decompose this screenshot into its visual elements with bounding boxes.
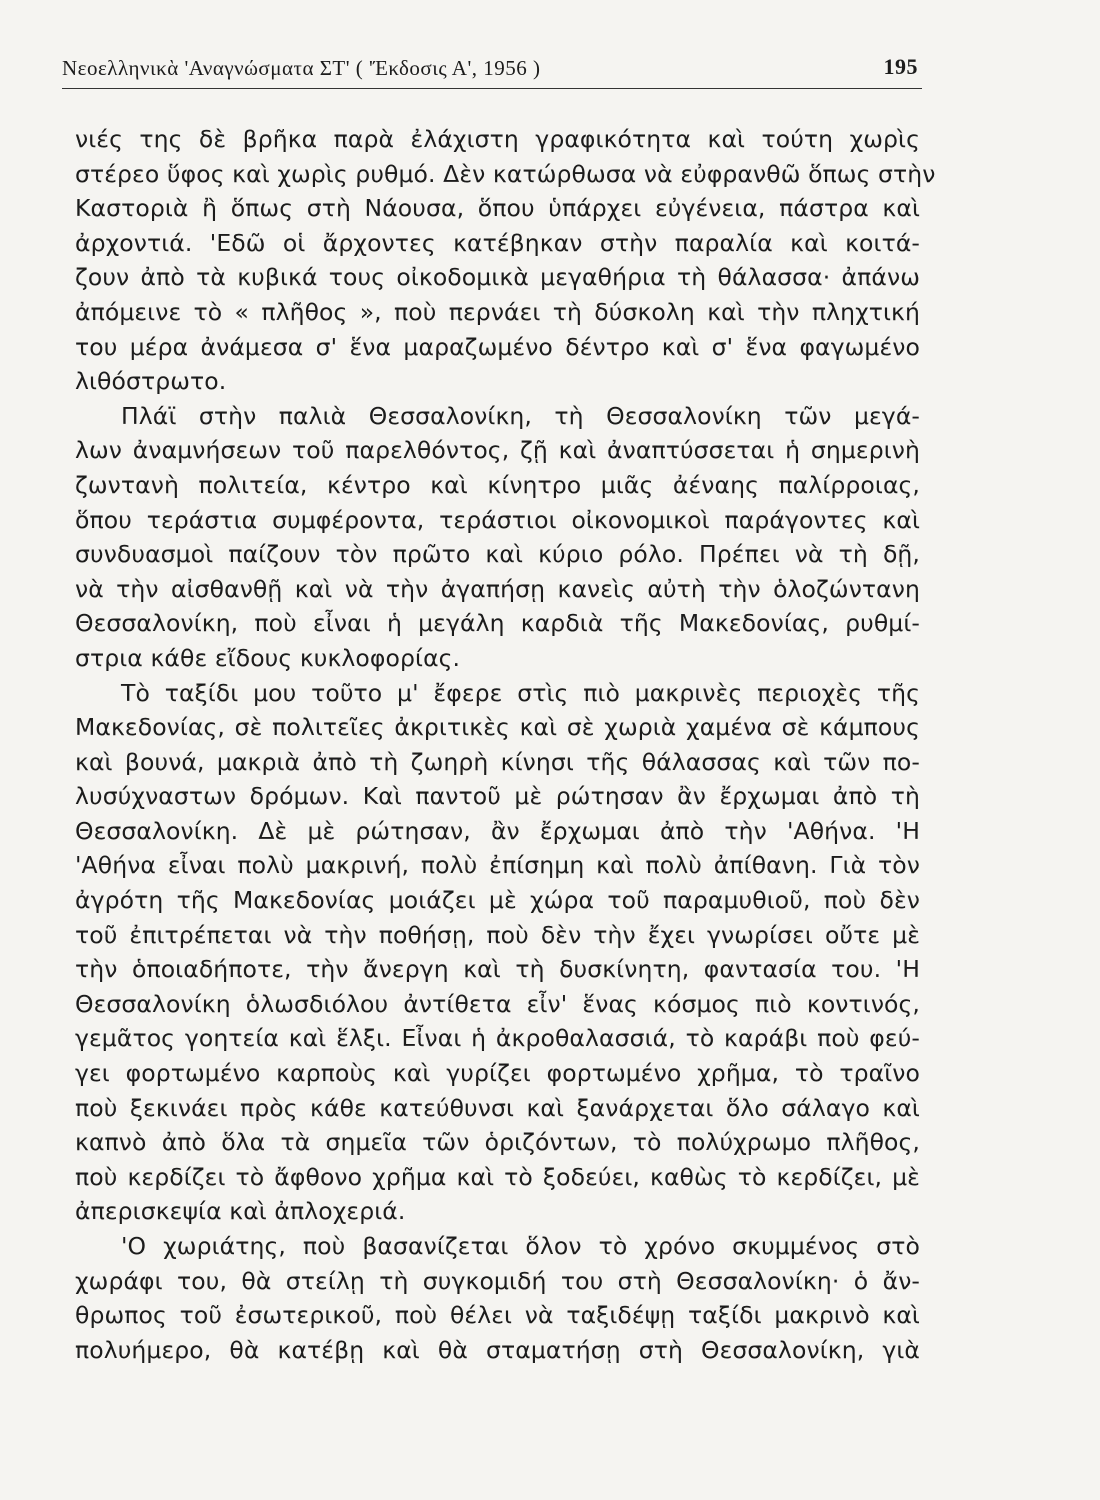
text-line: ἀρχοντιά. 'Εδῶ οἱ ἄρχοντες κατέβηκαν στὴν παραλία καὶ κοιτά- <box>75 228 920 257</box>
text-line: ζωντανὴ πολιτεία, κέντρο καὶ κίνητρο μιᾶς ἀέναης παλίρροιας, <box>75 470 920 499</box>
body-text <box>75 122 936 1367</box>
text-line: ἀπερισκεψία καὶ ἀπλοχεριά. <box>75 1197 406 1226</box>
text-line: Πλάϊ στὴν παλιὰ Θεσσαλονίκη, τὴ Θεσσαλονίκη τῶν μεγά- <box>121 401 920 430</box>
text-line: καὶ βουνά, μακριὰ ἀπὸ τὴ ζωηρὴ κίνησι τῆς θάλασσας καὶ τῶν πο- <box>75 747 920 776</box>
text-line: τὴν ὁποιαδήποτε, τὴν ἄνεργη καὶ τὴ δυσκίνητη, φαντασία του. 'Η <box>75 955 920 984</box>
text-line: Μακεδονίας, σὲ πολιτεῖες ἀκριτικὲς καὶ σὲ χωριὰ χαμένα σὲ κάμπους <box>75 713 920 742</box>
running-header <box>62 52 922 89</box>
text-line: λιθόστρωτο. <box>75 367 227 396</box>
text-line: Τὸ ταξίδι μου τοῦτο μ' ἔφερε στὶς πιὸ μακρινὲς περιοχὲς τῆς <box>121 678 920 707</box>
text-line: του μέρα ἀνάμεσα σ' ἕνα μαραζωμένο δέντρο καὶ σ' ἕνα φαγωμένο <box>75 332 920 361</box>
text-line: ἀγρότη τῆς Μακεδονίας μοιάζει μὲ χώρα τοῦ παραμυθιοῦ, ποὺ δὲν <box>75 886 920 915</box>
text-line: στρια κάθε εἴδους κυκλοφορίας. <box>75 643 461 672</box>
text-line: χωράφι του, θὰ στείλῃ τὴ συγκομιδή του στὴ Θεσσαλονίκη· ὁ ἄν- <box>75 1266 920 1295</box>
text-line: καπνὸ ἀπὸ ὅλα τὰ σημεῖα τῶν ὁριζόντων, τὸ πολύχρωμο πλῆθος, <box>75 1128 920 1157</box>
text-line: ποὺ κερδίζει τὸ ἄφθονο χρῆμα καὶ τὸ ξοδεύει, καθὼς τὸ κερδίζει, μὲ <box>75 1162 920 1191</box>
text-line: τοῦ ἐπιτρέπεται νὰ τὴν ποθήσῃ, ποὺ δὲν τὴν ἔχει γνωρίσει οὔτε μὲ <box>75 920 920 949</box>
text-line: λων ἀναμνήσεων τοῦ παρελθόντος, ζῇ καὶ ἀναπτύσσεται ἡ σημερινὴ <box>75 436 920 465</box>
text-line: Θεσσαλονίκη ὁλωσδιόλου ἀντίθετα εἶν' ἕνας κόσμος πιὸ κοντινός, <box>75 989 920 1018</box>
text-line: 'Ο χωριάτης, ποὺ βασανίζεται ὅλον τὸ χρόνο σκυμμένος στὸ <box>121 1232 920 1260</box>
text-line: γει φορτωμένο καρποὺς καὶ γυρίζει φορτωμένο χρῆμα, τὸ τραῖνο <box>75 1059 920 1088</box>
text-line: ζουν ἀπὸ τὰ κυβικά τους οἰκοδομικὰ μεγαθήρια τὴ θάλασσα· ἀπάνω <box>75 263 920 292</box>
text-line: συνδυασμοὶ παίζουν τὸν πρῶτο καὶ κύριο ρόλο. Πρέπει νὰ τὴ δῇ, <box>75 540 920 569</box>
text-line: νιές της δὲ βρῆκα παρὰ ἐλάχιστη γραφικότητα καὶ τούτη χωρὶς <box>75 125 920 153</box>
text-line: Θεσσαλονίκη, ποὺ εἶναι ἡ μεγάλη καρδιὰ τῆς Μακεδονίας, ρυθμί- <box>75 609 920 638</box>
text-line: Καστοριὰ ἢ ὅπως στὴ Νάουσα, ὅπου ὑπάρχει εὐγένεια, πάστρα καὶ <box>75 194 920 223</box>
text-line: ἀπόμεινε τὸ « πλῆθος », ποὺ περνάει τὴ δύσκολη καὶ τὴν πληχτική <box>75 297 920 326</box>
text-line: 'Αθήνα εἶναι πολὺ μακρινή, πολὺ ἐπίσημη καὶ πολὺ ἀπίθανη. Γιὰ τὸν <box>75 851 920 880</box>
text-line: ὅπου τεράστια συμφέροντα, τεράστιοι οἰκονομικοὶ παράγοντες καὶ <box>75 505 920 534</box>
text-line: στέρεο ὕφος καὶ χωρὶς ρυθμό. Δὲν κατώρθωσα νὰ εὐφρανθῶ ὅπως στὴν <box>75 159 936 188</box>
text-line: θρωπος τοῦ ἐσωτερικοῦ, ποὺ θέλει νὰ ταξιδέψῃ ταξίδι μακρινὸ καὶ <box>75 1301 920 1330</box>
text-line: νὰ τὴν αἰσθανθῇ καὶ νὰ τὴν ἀγαπήσῃ κανεὶς αὐτὴ τὴν ὁλοζώντανη <box>75 574 920 603</box>
page-number: 195 <box>883 54 918 79</box>
text-line: Θεσσαλονίκη. Δὲ μὲ ρώτησαν, ἂν ἔρχωμαι ἀπὸ τὴν 'Αθήνα. 'Η <box>75 816 920 845</box>
text-line: ποὺ ξεκινάει πρὸς κάθε κατεύθυνσι καὶ ξανάρχεται ὅλο σάλαγο καὶ <box>75 1093 920 1122</box>
text-line: γεμᾶτος γοητεία καὶ ἕλξι. Εἶναι ἡ ἀκροθαλασσιά, τὸ καράβι ποὺ φεύ- <box>75 1024 920 1053</box>
text-line: πολυήμερο, θὰ κατέβῃ καὶ θὰ σταματήσῃ στὴ Θεσσαλονίκη, γιὰ <box>75 1335 920 1364</box>
text-line: λυσύχναστων δρόμων. Καὶ παντοῦ μὲ ρώτησαν ἂν ἔρχωμαι ἀπὸ τὴ <box>75 782 920 811</box>
header-title: Νεοελληνικὰ 'Αναγνώσματα ΣΤ' ( 'Έκδοσις Α', 1956 ) <box>62 56 541 80</box>
